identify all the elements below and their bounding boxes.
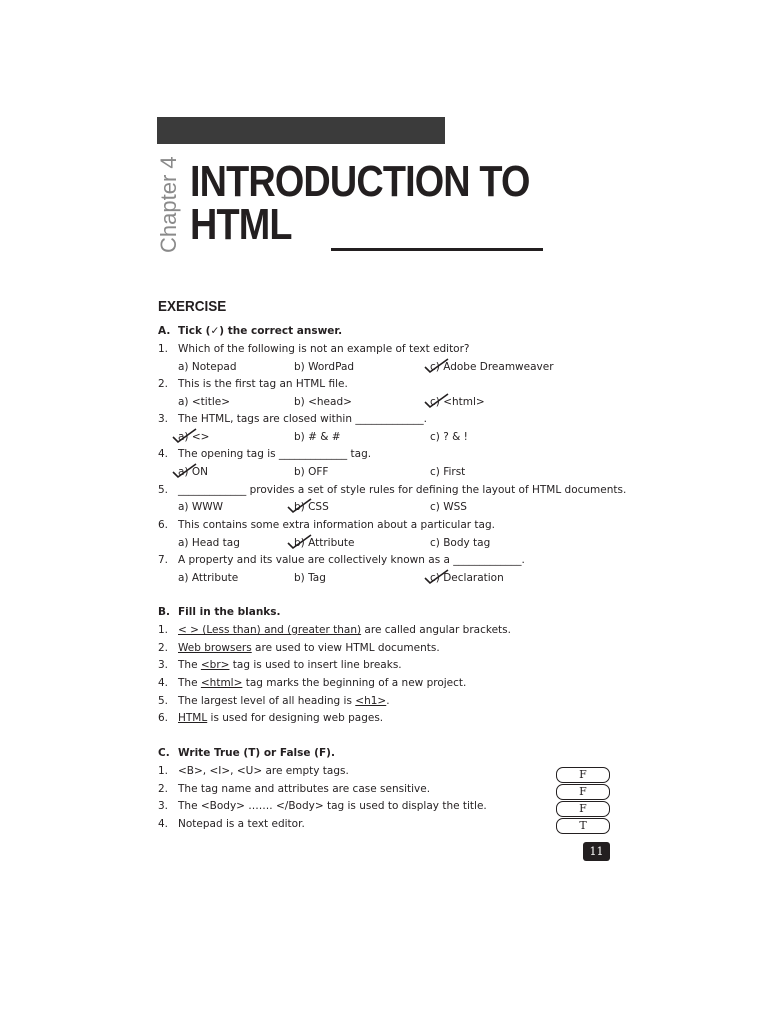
item-number: 2.: [158, 642, 169, 654]
section-a-title-pre: Tick (: [178, 325, 211, 337]
title-rule: [331, 248, 543, 251]
question-text: _____________ provides a set of style rules for defining the layout of HTML documents.: [178, 484, 627, 496]
question-number: 2.: [158, 378, 169, 390]
option-a: a) Head tag: [178, 537, 240, 549]
statement-text: The tag name and attributes are case sensitive.: [178, 783, 431, 795]
item-text-post: are used to view HTML documents.: [251, 642, 440, 654]
option-c: c) Adobe Dreamweaver: [430, 361, 554, 373]
item-text-post: is used for designing web pages.: [207, 712, 384, 724]
section-a-title: [158, 325, 342, 337]
question-number: 3.: [158, 413, 169, 425]
answer-box: F: [556, 784, 610, 800]
item-text-post: tag marks the beginning of a new project.: [242, 677, 467, 689]
answer-box: F: [556, 767, 610, 783]
item-number: 4.: [158, 677, 169, 689]
section-c-title-pre: Write True (: [178, 747, 249, 759]
question-number: 7.: [158, 554, 169, 566]
item-number: 5.: [158, 695, 169, 707]
option-a: a) <>: [178, 431, 210, 443]
filled-answer: <br>: [200, 659, 230, 671]
option-c: c) <html>: [430, 396, 485, 408]
false-letter: F: [318, 747, 327, 759]
section-b-title: [158, 606, 281, 618]
item-number: 3.: [158, 659, 169, 671]
option-b: b) # & #: [294, 431, 341, 443]
check-mark-symbol: ✓: [210, 325, 220, 337]
item-text-pre: The largest level of all heading is: [178, 695, 356, 707]
chapter-title-line-1: INTRODUCTION TO: [190, 157, 530, 206]
option-c: c) ? & !: [430, 431, 468, 443]
section-b-letter: B.: [158, 606, 170, 618]
answer-box: T: [556, 818, 610, 834]
chapter-banner-bar: [157, 117, 445, 144]
question-text: A property and its value are collectively known as a _____________.: [178, 554, 525, 566]
section-b-title-text: Fill in the blanks.: [178, 606, 281, 618]
question-text: Which of the following is not an example of text editor?: [178, 343, 470, 355]
question-number: 5.: [158, 484, 169, 496]
question-text: The opening tag is _____________ tag.: [178, 448, 372, 460]
question-number: 6.: [158, 519, 169, 531]
option-c: c) WSS: [430, 501, 467, 513]
chapter-title-line-2: HTML: [190, 200, 292, 249]
statement-text: The <Body> ……. </Body> tag is used to display the title.: [178, 800, 487, 812]
question-text: This contains some extra information about a particular tag.: [178, 519, 495, 531]
true-letter: T: [248, 747, 256, 759]
filled-answer: HTML: [178, 712, 208, 724]
option-a: a) Attribute: [178, 572, 239, 584]
option-c: c) First: [430, 466, 466, 478]
question-number: 4.: [158, 448, 169, 460]
option-a: a) <title>: [178, 396, 230, 408]
statement-text: <B>, <I>, <U> are empty tags.: [178, 765, 349, 777]
tick-mark-icon: [424, 569, 450, 585]
item-number: 1.: [158, 765, 169, 777]
tick-mark-icon: [172, 463, 198, 479]
question-number: 1.: [158, 343, 169, 355]
item-number: 4.: [158, 818, 169, 830]
tick-mark-icon: [287, 534, 313, 550]
option-b: b) <head>: [294, 396, 352, 408]
option-c: c) Body tag: [430, 537, 491, 549]
tick-mark-icon: [424, 393, 450, 409]
section-c-title-mid: ) or False (: [255, 747, 319, 759]
answer-box: F: [556, 801, 610, 817]
item-text-post: .: [386, 695, 390, 707]
item-number: 2.: [158, 783, 169, 795]
option-b: b) Tag: [294, 572, 326, 584]
filled-answer: < > (Less than) and (greater than): [178, 624, 362, 636]
option-a: a) ON: [178, 466, 208, 478]
option-b: b) Attribute: [294, 537, 355, 549]
option-a: a) WWW: [178, 501, 224, 513]
section-a-title-post: ) the correct answer.: [219, 325, 343, 337]
item-number: 1.: [158, 624, 169, 636]
section-c-letter: C.: [158, 747, 170, 759]
option-c: c) Declaration: [430, 572, 504, 584]
exercise-heading: EXERCISE: [158, 298, 227, 315]
item-text-pre: The: [178, 659, 201, 671]
option-a: a) Notepad: [178, 361, 237, 373]
tick-mark-icon: [172, 428, 198, 444]
statement-text: Notepad is a text editor.: [178, 818, 305, 830]
item-text-post: tag is used to insert line breaks.: [229, 659, 402, 671]
filled-answer: Web browsers: [178, 642, 252, 654]
option-b: b) OFF: [294, 466, 329, 478]
item-text-pre: The: [178, 677, 201, 689]
option-b: b) WordPad: [294, 361, 355, 373]
filled-answer: <h1>: [355, 695, 387, 707]
question-text: The HTML, tags are closed within _____________.: [178, 413, 427, 425]
tick-mark-icon: [424, 358, 450, 374]
section-c-title-post: ).: [326, 747, 335, 759]
chapter-label: Chapter 4: [156, 156, 181, 253]
option-b: b) CSS: [294, 501, 329, 513]
item-number: 6.: [158, 712, 169, 724]
item-text-post: are called angular brackets.: [361, 624, 511, 636]
item-number: 3.: [158, 800, 169, 812]
section-c-title: [158, 747, 335, 759]
section-a-letter: A.: [158, 325, 171, 337]
page-number: 11: [583, 842, 610, 861]
tick-mark-icon: [287, 498, 313, 514]
question-text: This is the first tag an HTML file.: [178, 378, 348, 390]
filled-answer: <html>: [200, 677, 243, 689]
